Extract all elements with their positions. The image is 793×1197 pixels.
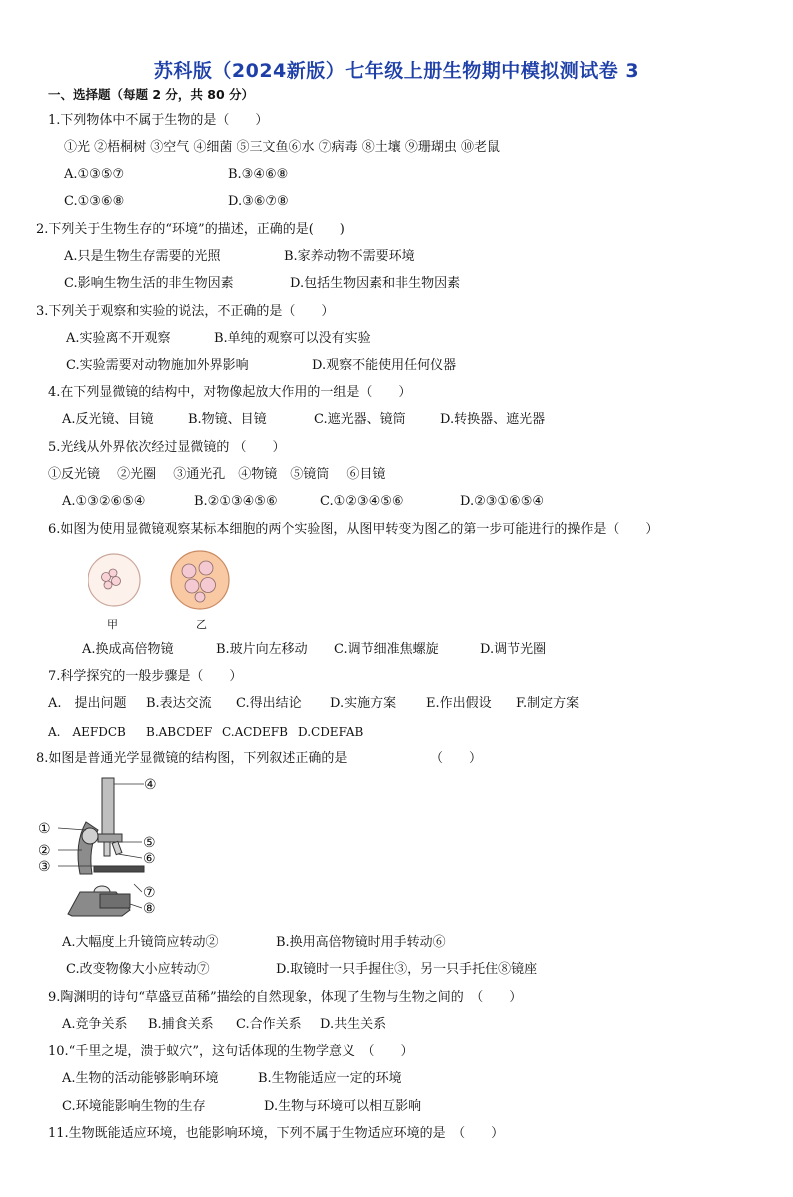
q4-option-c[interactable]: C.遮光器、镜筒 — [314, 412, 406, 427]
q5-option-c[interactable]: C.①②③④⑤⑥ — [320, 494, 404, 509]
q1-items: ①光 ②梧桐树 ③空气 ④细菌 ⑤三文鱼⑥水 ⑦病毒 ⑧土壤 ⑨珊瑚虫 ⑩老鼠 — [64, 140, 501, 155]
q8-stem: 8.如图是普通光学显微镜的结构图，下列叙述正确的是 — [36, 751, 348, 766]
microscope-label-6: ⑥ — [143, 851, 156, 867]
field-of-view-a — [88, 554, 140, 606]
q10-option-c[interactable]: C.环境能影响生物的生存 — [62, 1099, 206, 1114]
q5-stem: 5.光线从外界依次经过显微镜的 （ ） — [48, 440, 286, 455]
q9-option-c[interactable]: C.合作关系 — [236, 1017, 302, 1032]
q3-option-b[interactable]: B.单纯的观察可以没有实验 — [214, 331, 371, 346]
microscope-label-1: ① — [38, 821, 51, 837]
microscope-label-8: ⑧ — [143, 901, 156, 917]
q9-option-a[interactable]: A.竞争关系 — [62, 1017, 128, 1032]
q10-stem: 10.“千里之堤，溃于蚁穴”，这句话体现的生物学意义 （ ） — [48, 1044, 414, 1059]
q3-option-a[interactable]: A.实验离不开观察 — [66, 331, 171, 346]
q2-option-a[interactable]: A.只是生物生存需要的光照 — [64, 249, 221, 264]
q7-stem: 7.科学探究的一般步骤是（ ） — [48, 669, 243, 684]
q3-option-c[interactable]: C.实验需要对动物施加外界影响 — [66, 358, 249, 373]
q7-option-b[interactable]: B.ABCDEF — [146, 725, 213, 739]
figure-label-a: 甲 — [107, 618, 118, 631]
q1-option-a[interactable]: A.①③⑤⑦ — [64, 167, 125, 182]
q5-option-d[interactable]: D.②③①⑥⑤④ — [460, 494, 545, 509]
q4-option-d[interactable]: D.转换器、遮光器 — [440, 412, 546, 427]
q9-option-d[interactable]: D.共生关系 — [320, 1017, 387, 1032]
q1-option-d[interactable]: D.③⑥⑦⑧ — [228, 194, 289, 209]
q2-option-b[interactable]: B.家养动物不需要环境 — [284, 249, 415, 264]
q6-option-c[interactable]: C.调节细准焦螺旋 — [334, 642, 439, 657]
q2-option-d[interactable]: D.包括生物因素和非生物因素 — [290, 276, 461, 291]
q2-stem: 2.下列关于生物生存的“环境”的描述，正确的是( ) — [36, 222, 345, 237]
q1-option-c[interactable]: C.①③⑥⑧ — [64, 194, 125, 209]
q7-step-c: C.得出结论 — [236, 696, 302, 711]
q7-step-d: D.实施方案 — [330, 696, 397, 711]
q6-option-a[interactable]: A.换成高倍物镜 — [82, 642, 174, 657]
q8-option-b[interactable]: B.换用高倍物镜时用手转动⑥ — [276, 935, 446, 950]
section-heading: 一、选择题（每题 2 分，共 80 分） — [48, 87, 255, 102]
q8-answer-paren: （ ） — [430, 751, 483, 766]
q10-option-b[interactable]: B.生物能适应一定的环境 — [258, 1071, 402, 1086]
q8-option-d[interactable]: D.取镜时一只手握住③，另一只手托住⑧镜座 — [276, 962, 538, 977]
q4-option-a[interactable]: A.反光镜、目镜 — [62, 412, 154, 427]
page-title: 苏科版（2024新版）七年级上册生物期中模拟测试卷 3 — [153, 60, 640, 82]
q3-stem: 3.下列关于观察和实验的说法，不正确的是（ ） — [36, 304, 335, 319]
q7-step-b: B.表达交流 — [146, 696, 212, 711]
q5-option-a[interactable]: A.①③②⑥⑤④ — [62, 494, 146, 509]
microscope-label-2: ② — [38, 843, 51, 859]
q9-option-b[interactable]: B.捕食关系 — [148, 1017, 214, 1032]
q5-option-b[interactable]: B.②①③④⑤⑥ — [194, 494, 278, 509]
q7-step-a: A. 提出问题 — [48, 696, 127, 711]
q1-option-b[interactable]: B.③④⑥⑧ — [228, 167, 289, 182]
q2-option-c[interactable]: C.影响生物生活的非生物因素 — [64, 276, 234, 291]
q10-option-a[interactable]: A.生物的活动能够影响环境 — [62, 1071, 219, 1086]
q7-option-c[interactable]: C.ACDEFB — [222, 725, 288, 739]
q8-option-a[interactable]: A.大幅度上升镜筒应转动② — [62, 935, 219, 950]
microscope-label-7: ⑦ — [143, 885, 156, 901]
q7-step-e: E.作出假设 — [426, 696, 492, 711]
q3-option-d[interactable]: D.观察不能使用任何仪器 — [312, 358, 457, 373]
microscope-label-4: ④ — [144, 777, 157, 793]
q4-option-b[interactable]: B.物镜、目镜 — [188, 412, 267, 427]
q7-option-d[interactable]: D.CDEFAB — [298, 725, 364, 739]
q1-stem: 1.下列物体中不属于生物的是（ ） — [48, 113, 269, 128]
q6-option-b[interactable]: B.玻片向左移动 — [216, 642, 308, 657]
figure-label-b: 乙 — [196, 618, 207, 631]
q7-option-a[interactable]: A. AEFDCB — [48, 725, 126, 739]
q9-stem: 9.陶渊明的诗句“草盛豆苗稀”描绘的自然现象，体现了生物与生物之间的 （ ） — [48, 990, 523, 1005]
q10-option-d[interactable]: D.生物与环境可以相互影响 — [264, 1099, 422, 1114]
field-of-view-b — [171, 551, 229, 609]
q8-option-c[interactable]: C.改变物像大小应转动⑦ — [66, 962, 210, 977]
q5-items: ①反光镜 ②光圈 ③通光孔 ④物镜 ⑤镜筒 ⑥目镜 — [48, 467, 386, 482]
q7-step-f: F.制定方案 — [516, 696, 580, 711]
q4-stem: 4.在下列显微镜的结构中，对物像起放大作用的一组是（ ） — [48, 385, 412, 400]
q6-option-d[interactable]: D.调节光圈 — [480, 642, 547, 657]
q11-stem: 11.生物既能适应环境，也能影响环境，下列不属于生物适应环境的是 （ ） — [48, 1126, 505, 1141]
q6-stem: 6.如图为使用显微镜观察某标本细胞的两个实验图，从图甲转变为图乙的第一步可能进行的操作是（ ） — [48, 522, 659, 537]
microscope-label-5: ⑤ — [143, 835, 156, 851]
microscope-label-3: ③ — [38, 859, 51, 875]
